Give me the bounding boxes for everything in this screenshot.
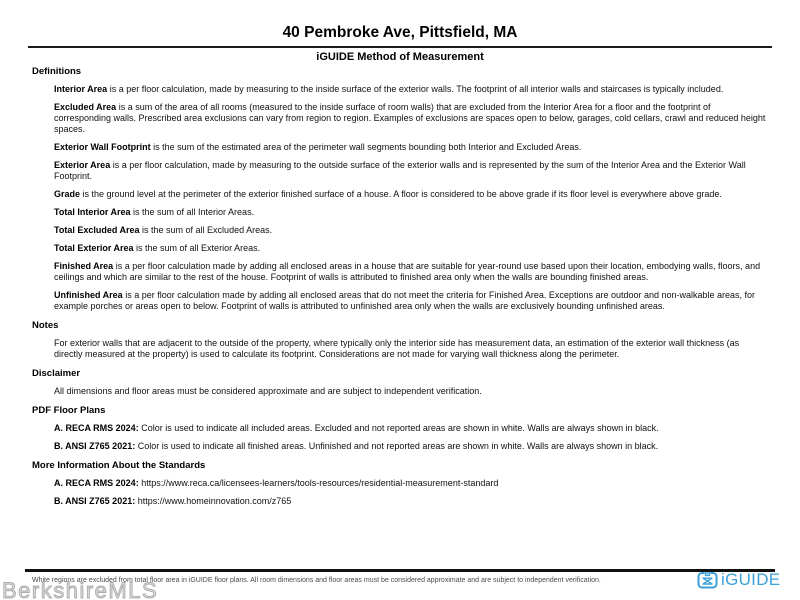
definition-total-interior-area	[54, 207, 770, 218]
disclaimer-paragraph	[54, 386, 770, 397]
iguide-logo-icon	[697, 571, 718, 589]
header-divider	[28, 46, 772, 48]
definition-term: Interior Area	[54, 84, 108, 94]
notes-paragraph	[54, 338, 770, 360]
section-heading-disclaimer: Disclaimer	[32, 368, 81, 379]
definition-term: Finished Area	[54, 261, 114, 271]
definition-term: Exterior Area	[54, 160, 111, 170]
disclaimer-text: All dimensions and floor areas must be considered approximate and are subject to independent verification.	[54, 386, 482, 396]
standard-text: Color is used to indicate all included areas. Excluded and not reported areas are shown in white. Walls are always shown in black.	[138, 423, 659, 433]
definition-interior-area	[54, 84, 770, 95]
section-heading-definitions: Definitions	[32, 66, 82, 77]
section-heading-notes: Notes	[32, 320, 59, 331]
definition-excluded-area	[54, 102, 770, 135]
definition-term: Exterior Wall Footprint	[54, 142, 151, 152]
definition-finished-area	[54, 261, 770, 283]
definition-text: is the sum of all Interior Areas.	[130, 207, 255, 217]
standard-label: A. RECA RMS 2024:	[54, 423, 139, 433]
definition-text: is the sum of all Exterior Areas.	[133, 243, 261, 253]
standard-label: B. ANSI Z765 2021:	[54, 441, 136, 451]
definition-exterior-wall-footprint	[54, 142, 770, 153]
definition-term: Total Interior Area	[54, 207, 131, 217]
berkshire-mls-watermark: BerkshireMLS	[2, 578, 159, 600]
definition-term: Total Excluded Area	[54, 225, 140, 235]
footer-divider	[25, 569, 775, 572]
definition-text: is a per floor calculation, made by measuring to the outside surface of the exterior walls and is represented by the sum of the Interior Area and the Exterior Wall Footprint.	[54, 160, 746, 181]
definition-text: is a per floor calculation made by adding all enclosed areas that do not meet the criteria for Finished Area. Exceptions are outdoor and non-walkable areas, for example porches or areas open to below. Footprint of walls is attributed to unfinished area only when the walls are exclusively bounding unfinished areas.	[54, 290, 756, 311]
standard-label: B. ANSI Z765 2021:	[54, 496, 136, 506]
definition-text: is the sum of all Excluded Areas.	[139, 225, 273, 235]
definition-text: is a per floor calculation made by adding all enclosed areas in a house that are suitable for year-round use based upon their location, embodying walls, floors, and ceilings and which are similar to the rest of the house. Footprint of walls is attributed to finished area only when the walls are bounding finished areas.	[54, 261, 761, 282]
document-subtitle: iGUIDE Method of Measurement	[316, 51, 484, 63]
standard-label: A. RECA RMS 2024:	[54, 478, 139, 488]
definition-text: is a per floor calculation, made by measuring to the inside surface of the exterior walls. The footprint of all interior walls and staircases is typically included.	[107, 84, 724, 94]
definition-term: Grade	[54, 189, 81, 199]
iguide-logo-text: iGUIDE	[721, 570, 781, 589]
pdf-floor-plans-item-ansi	[54, 441, 770, 452]
definition-text: is the sum of the estimated area of the perimeter wall segments bounding both Interior and Excluded Areas.	[150, 142, 582, 152]
more-info-item-reca	[54, 478, 770, 489]
definition-exterior-area	[54, 160, 770, 182]
standard-text: Color is used to indicate all finished areas. Unfinished and not reported areas are shown in white. Walls are always shown in black.	[135, 441, 659, 451]
footer-note: White regions are excluded from total floor area in iGUIDE floor plans. All room dimensions and floor areas must be considered approximate and are subject to independent verification.	[32, 577, 601, 584]
iguide-logo	[697, 571, 780, 589]
standard-url: https://www.homeinnovation.com/z765	[135, 496, 292, 506]
standard-url: https://www.reca.ca/licensees-learners/tools-resources/residential-measurement-standard	[138, 478, 499, 488]
definition-text: is the ground level at the perimeter of the exterior finished surface of a house. A floor is considered to be above grade if its floor level is everywhere above grade.	[80, 189, 722, 199]
definition-term: Unfinished Area	[54, 290, 123, 300]
definition-total-exterior-area	[54, 243, 770, 254]
section-heading-pdf-floor-plans: PDF Floor Plans	[32, 405, 106, 416]
definition-grade	[54, 189, 770, 200]
notes-text: For exterior walls that are adjacent to the outside of the property, where typically only the interior side has measurement data, an estimation of the exterior wall thickness (as directly measured at the property) is used to calculate its footprint. Considerations are not made for varying wall thickness along the perimeter.	[54, 338, 740, 359]
definition-term: Total Exterior Area	[54, 243, 134, 253]
definition-term: Excluded Area	[54, 102, 117, 112]
section-heading-more-information: More Information About the Standards	[32, 460, 206, 471]
page-title: 40 Pembroke Ave, Pittsfield, MA	[282, 24, 518, 41]
more-info-item-ansi	[54, 496, 770, 507]
pdf-floor-plans-item-reca	[54, 423, 770, 434]
definition-unfinished-area	[54, 290, 770, 312]
definition-total-excluded-area	[54, 225, 770, 236]
definition-text: is a sum of the area of all rooms (measured to the inside surface of room walls) that are excluded from the Interior Area for a floor and the footprint of corresponding walls. Prescribed area exclusions can vary from region to region. Examples of exclusions are spaces open to below, garages, cold cellars, crawl and reduced height spaces.	[54, 102, 766, 134]
